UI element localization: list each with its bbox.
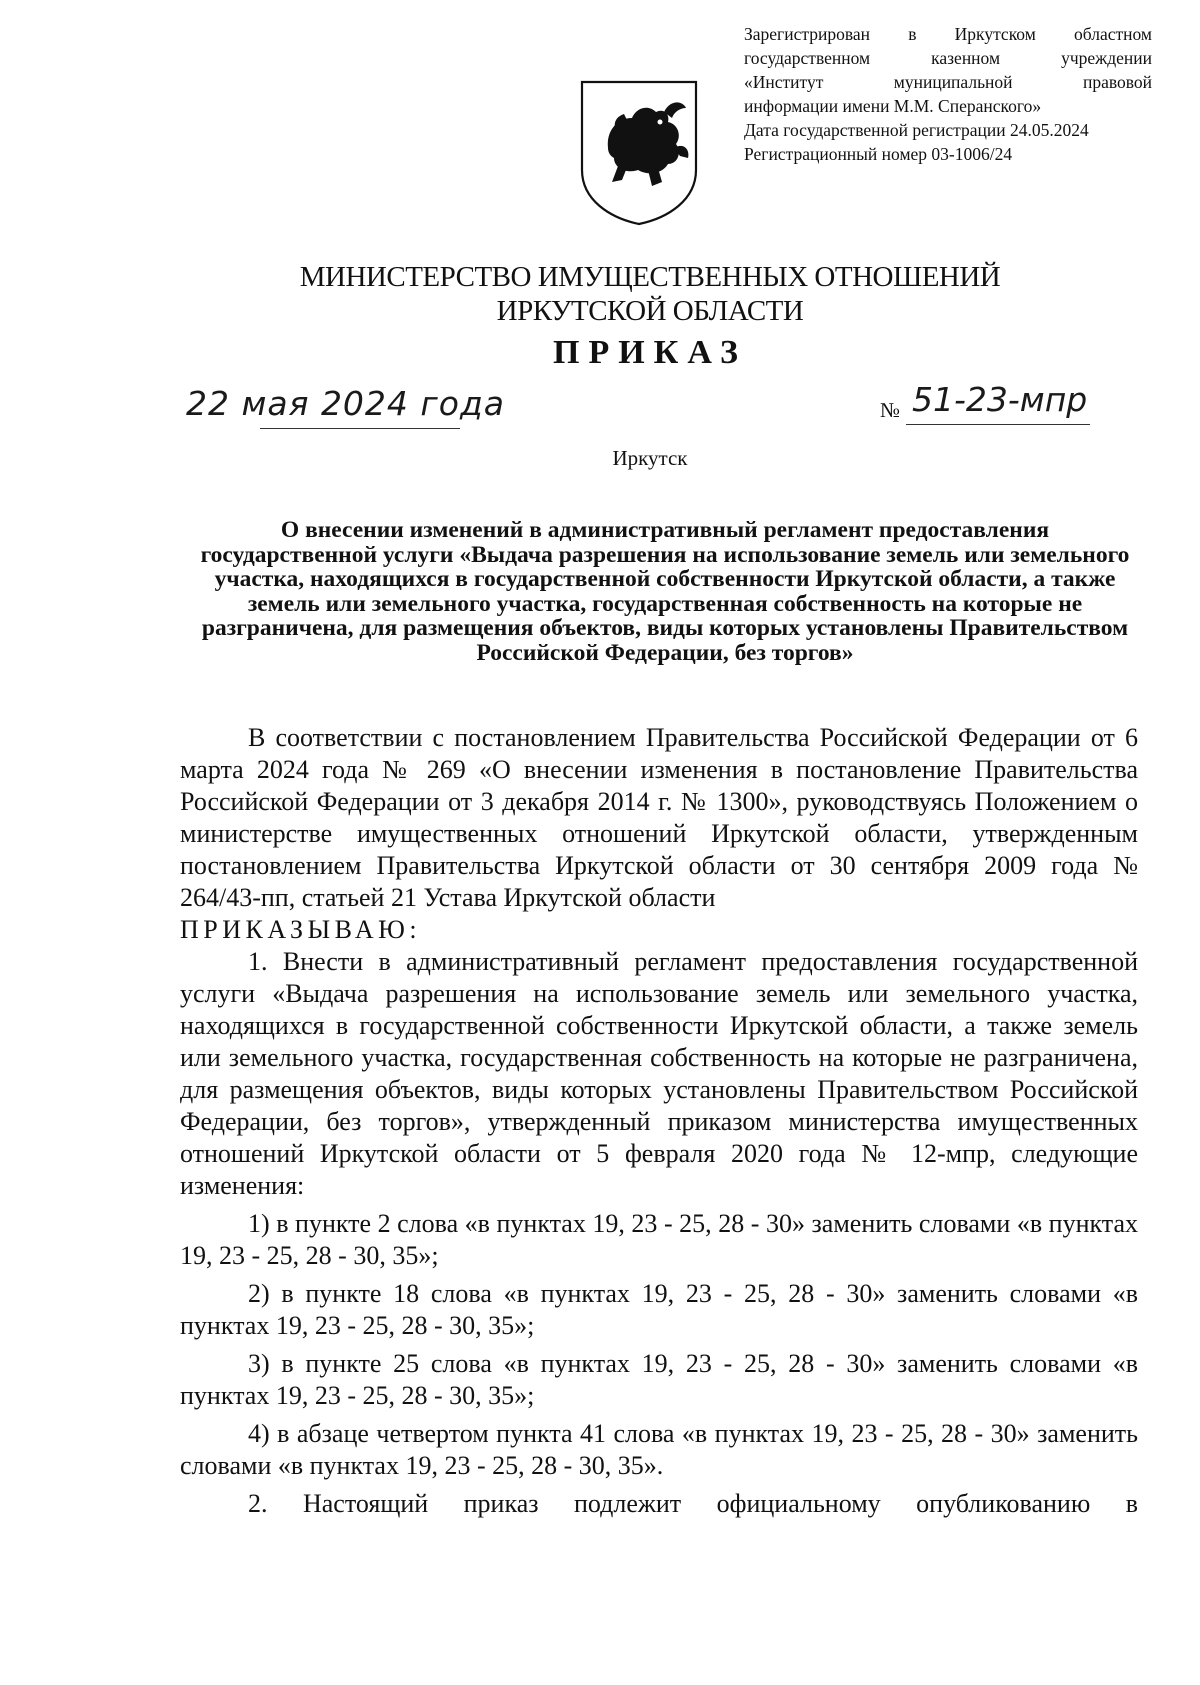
date-underline: [260, 428, 460, 429]
item-1-paragraph: 1. Внести в административный регламент предоставления государственной услуги «Выдача разрешения на использование земель или земельного участка, находящихся в государственной собственности Иркутской области, а также земель или земельного участка, государственная собственность на которые не разграничена, для размещения объектов, виды которых установлены Правительством Российской Федерации, без торгов», утвержденный приказом министерства имущественных отношений Иркутской области от 5 февраля 2020 года № 12-мпр, следующие изменения:: [180, 947, 1138, 1200]
handwritten-date: 22 мая 2024 года: [186, 384, 505, 423]
registration-number: Регистрационный номер 03-1006/24: [744, 144, 1013, 164]
registration-line: Зарегистрирован в Иркутском областном: [744, 24, 1152, 44]
registration-line: «Институт муниципальной правовой: [744, 72, 1152, 92]
ministry-name: МИНИСТЕРСТВО ИМУЩЕСТВЕННЫХ ОТНОШЕНИЙ: [299, 261, 1001, 293]
handwritten-number: 51-23-мпр: [912, 380, 1088, 419]
item-2-paragraph: 2. Настоящий приказ подлежит официальному опубликованию в: [248, 1489, 1138, 1518]
document-body: [180, 722, 1138, 1520]
registration-line: государственном казенном учреждении: [744, 48, 1152, 68]
number-sign: №: [880, 398, 901, 422]
registration-stamp: [744, 22, 1152, 166]
subitem-1: 1) в пункте 2 слова «в пунктах 19, 23 - 25, 28 - 30» заменить словами «в пунктах 19, 23 - 25, 28 - 30, 35»;: [180, 1209, 1138, 1270]
ministry-header: [0, 260, 1200, 328]
coat-of-arms-icon: [578, 78, 700, 228]
order-word: ПРИКАЗЫВАЮ:: [180, 915, 422, 944]
document-subject: О внесении изменений в административный регламент предоставления государственной услуги «Выдача разрешения на использование земель или земельного участка, находящихся в государственной собственности Иркутской области, а также земель или земельного участка, государственная собственность на которые не разграничена, для размещения объектов, виды которых установлены Правительством Российской Федерации, без торгов»: [200, 517, 1130, 666]
preamble-paragraph: В соответствии с постановлением Правительства Российской Федерации от 6 марта 2024 года № 269 «О внесении изменения в постановление Правительства Российской Федерации от 3 декабря 2014 г. № 1300», руководствуясь Положением о министерстве имущественных отношений Иркутской области, утвержденным постановлением Правительства Иркутской области от 30 сентября 2009 года № 264/43-пп, статьей 21 Устава Иркутской области: [180, 723, 1138, 912]
city-name: Иркутск: [612, 446, 688, 470]
document-type-title: ПРИКАЗ: [553, 334, 747, 371]
subitem-3: 3) в пункте 25 слова «в пунктах 19, 23 - 25, 28 - 30» заменить словами «в пунктах 19, 23 - 25, 28 - 30, 35»;: [180, 1349, 1138, 1410]
number-underline: [906, 424, 1090, 425]
registration-line: информации имени М.М. Сперанского»: [744, 96, 1042, 116]
subitem-4: 4) в абзаце четвертом пункта 41 слова «в пунктах 19, 23 - 25, 28 - 30» заменить словами «в пунктах 19, 23 - 25, 28 - 30, 35».: [180, 1419, 1138, 1480]
registration-date: Дата государственной регистрации 24.05.2024: [744, 120, 1089, 140]
subitem-2: 2) в пункте 18 слова «в пунктах 19, 23 - 25, 28 - 30» заменить словами «в пунктах 19, 23 - 25, 28 - 30, 35»;: [180, 1279, 1138, 1340]
region-name: ИРКУТСКОЙ ОБЛАСТИ: [496, 295, 804, 327]
